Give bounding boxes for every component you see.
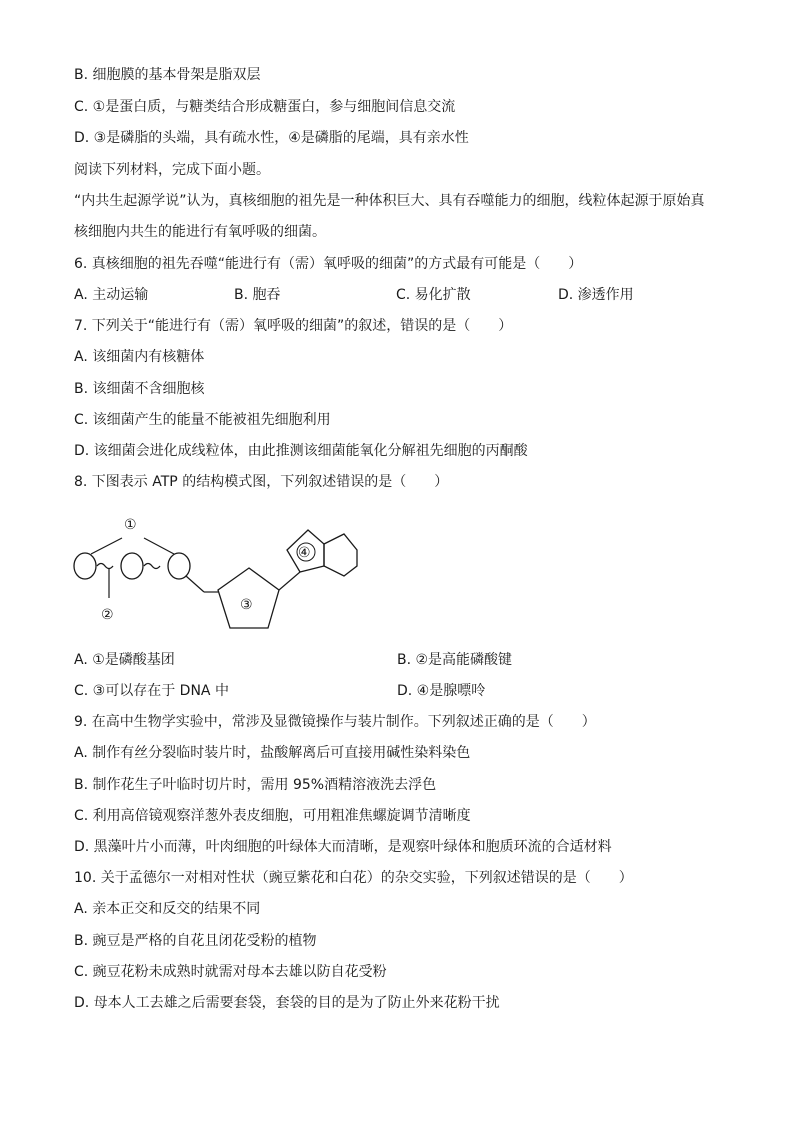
label-2: ② (101, 607, 114, 623)
q9-option-d: D. 黑藻叶片小而薄，叶肉细胞的叶绿体大而清晰，是观察叶绿体和胞质环流的合适材料 (74, 839, 612, 855)
passage-intro: 阅读下列材料，完成下面小题。 (74, 162, 270, 178)
label-1-line-left (91, 538, 122, 554)
q6-option-b: B. 胞吞 (234, 287, 281, 303)
q10-option-c: C. 豌豆花粉未成熟时就需对母本去雄以防自花受粉 (74, 964, 387, 980)
base-six-ring (324, 534, 357, 576)
ribose-base-link (279, 572, 300, 590)
q6-stem: 6. 真核细胞的祖先吞噬“能进行有（需）氧呼吸的细菌”的方式最有可能是（ ） (74, 256, 583, 272)
q5-option-d: D. ③是磷脂的头端，具有疏水性，④是磷脂的尾端，具有亲水性 (74, 130, 469, 146)
label-4: ④ (298, 545, 311, 561)
q6-option-d: D. 渗透作用 (558, 287, 634, 303)
high-energy-bond-2 (144, 564, 160, 569)
label-3: ③ (240, 597, 253, 613)
passage-line-2: 核细胞内共生的能进行有氧呼吸的细菌。 (74, 224, 326, 240)
q5-option-c: C. ①是蛋白质，与糖类结合形成糖蛋白，参与细胞间信息交流 (74, 99, 456, 115)
q10-stem: 10. 关于孟德尔一对相对性状（豌豆紫花和白花）的杂交实验，下列叙述错误的是（ ） (74, 870, 633, 886)
q7-stem: 7. 下列关于“能进行有（需）氧呼吸的细菌”的叙述，错误的是（ ） (74, 318, 513, 334)
q7-option-d: D. 该细菌会进化成线粒体，由此推测该细菌能氧化分解祖先细胞的丙酮酸 (74, 443, 528, 459)
label-1: ① (124, 517, 137, 533)
q9-option-b: B. 制作花生子叶临时切片时，需用 95%酒精溶液洗去浮色 (74, 777, 437, 793)
q10-option-a: A. 亲本正交和反交的结果不同 (74, 901, 261, 917)
q10-option-b: B. 豌豆是严格的自花且闭花受粉的植物 (74, 933, 317, 949)
q9-stem: 9. 在高中生物学实验中，常涉及显微镜操作与装片制作。下列叙述正确的是（ ） (74, 714, 596, 730)
phosphate-group-2 (121, 553, 143, 579)
q6-option-a: A. 主动运输 (74, 287, 149, 303)
atp-structure-diagram (68, 508, 368, 636)
phosphate-group-1 (74, 553, 96, 579)
q8-option-c: C. ③可以存在于 DNA 中 (74, 683, 229, 699)
q6-option-c: C. 易化扩散 (396, 287, 471, 303)
q8-option-b: B. ②是高能磷酸键 (397, 652, 513, 668)
q7-option-c: C. 该细菌产生的能量不能被祖先细胞利用 (74, 412, 331, 428)
q8-option-a: A. ①是磷酸基团 (74, 652, 175, 668)
passage-line-1: “内共生起源学说”认为，真核细胞的祖先是一种体积巨大、具有吞噬能力的细胞，线粒体起源于原始真 (74, 193, 705, 209)
q8-stem: 8. 下图表示 ATP 的结构模式图，下列叙述错误的是（ ） (74, 474, 449, 490)
q9-option-a: A. 制作有丝分裂临时装片时，盐酸解离后可直接用碱性染料染色 (74, 745, 471, 761)
phosphate-group-3 (168, 553, 190, 579)
q8-option-d: D. ④是腺嘌呤 (397, 683, 486, 699)
phosphate-ribose-link (186, 576, 204, 592)
q9-option-c: C. 利用高倍镜观察洋葱外表皮细胞，可用粗准焦螺旋调节清晰度 (74, 808, 471, 824)
label-1-line-right (144, 538, 174, 554)
q7-option-b: B. 该细菌不含细胞核 (74, 381, 205, 397)
high-energy-bond-1 (97, 564, 113, 569)
q10-option-d: D. 母本人工去雄之后需要套袋，套袋的目的是为了防止外来花粉干扰 (74, 995, 500, 1011)
q5-option-b: B. 细胞膜的基本骨架是脂双层 (74, 67, 261, 83)
q7-option-a: A. 该细菌内有核糖体 (74, 349, 205, 365)
